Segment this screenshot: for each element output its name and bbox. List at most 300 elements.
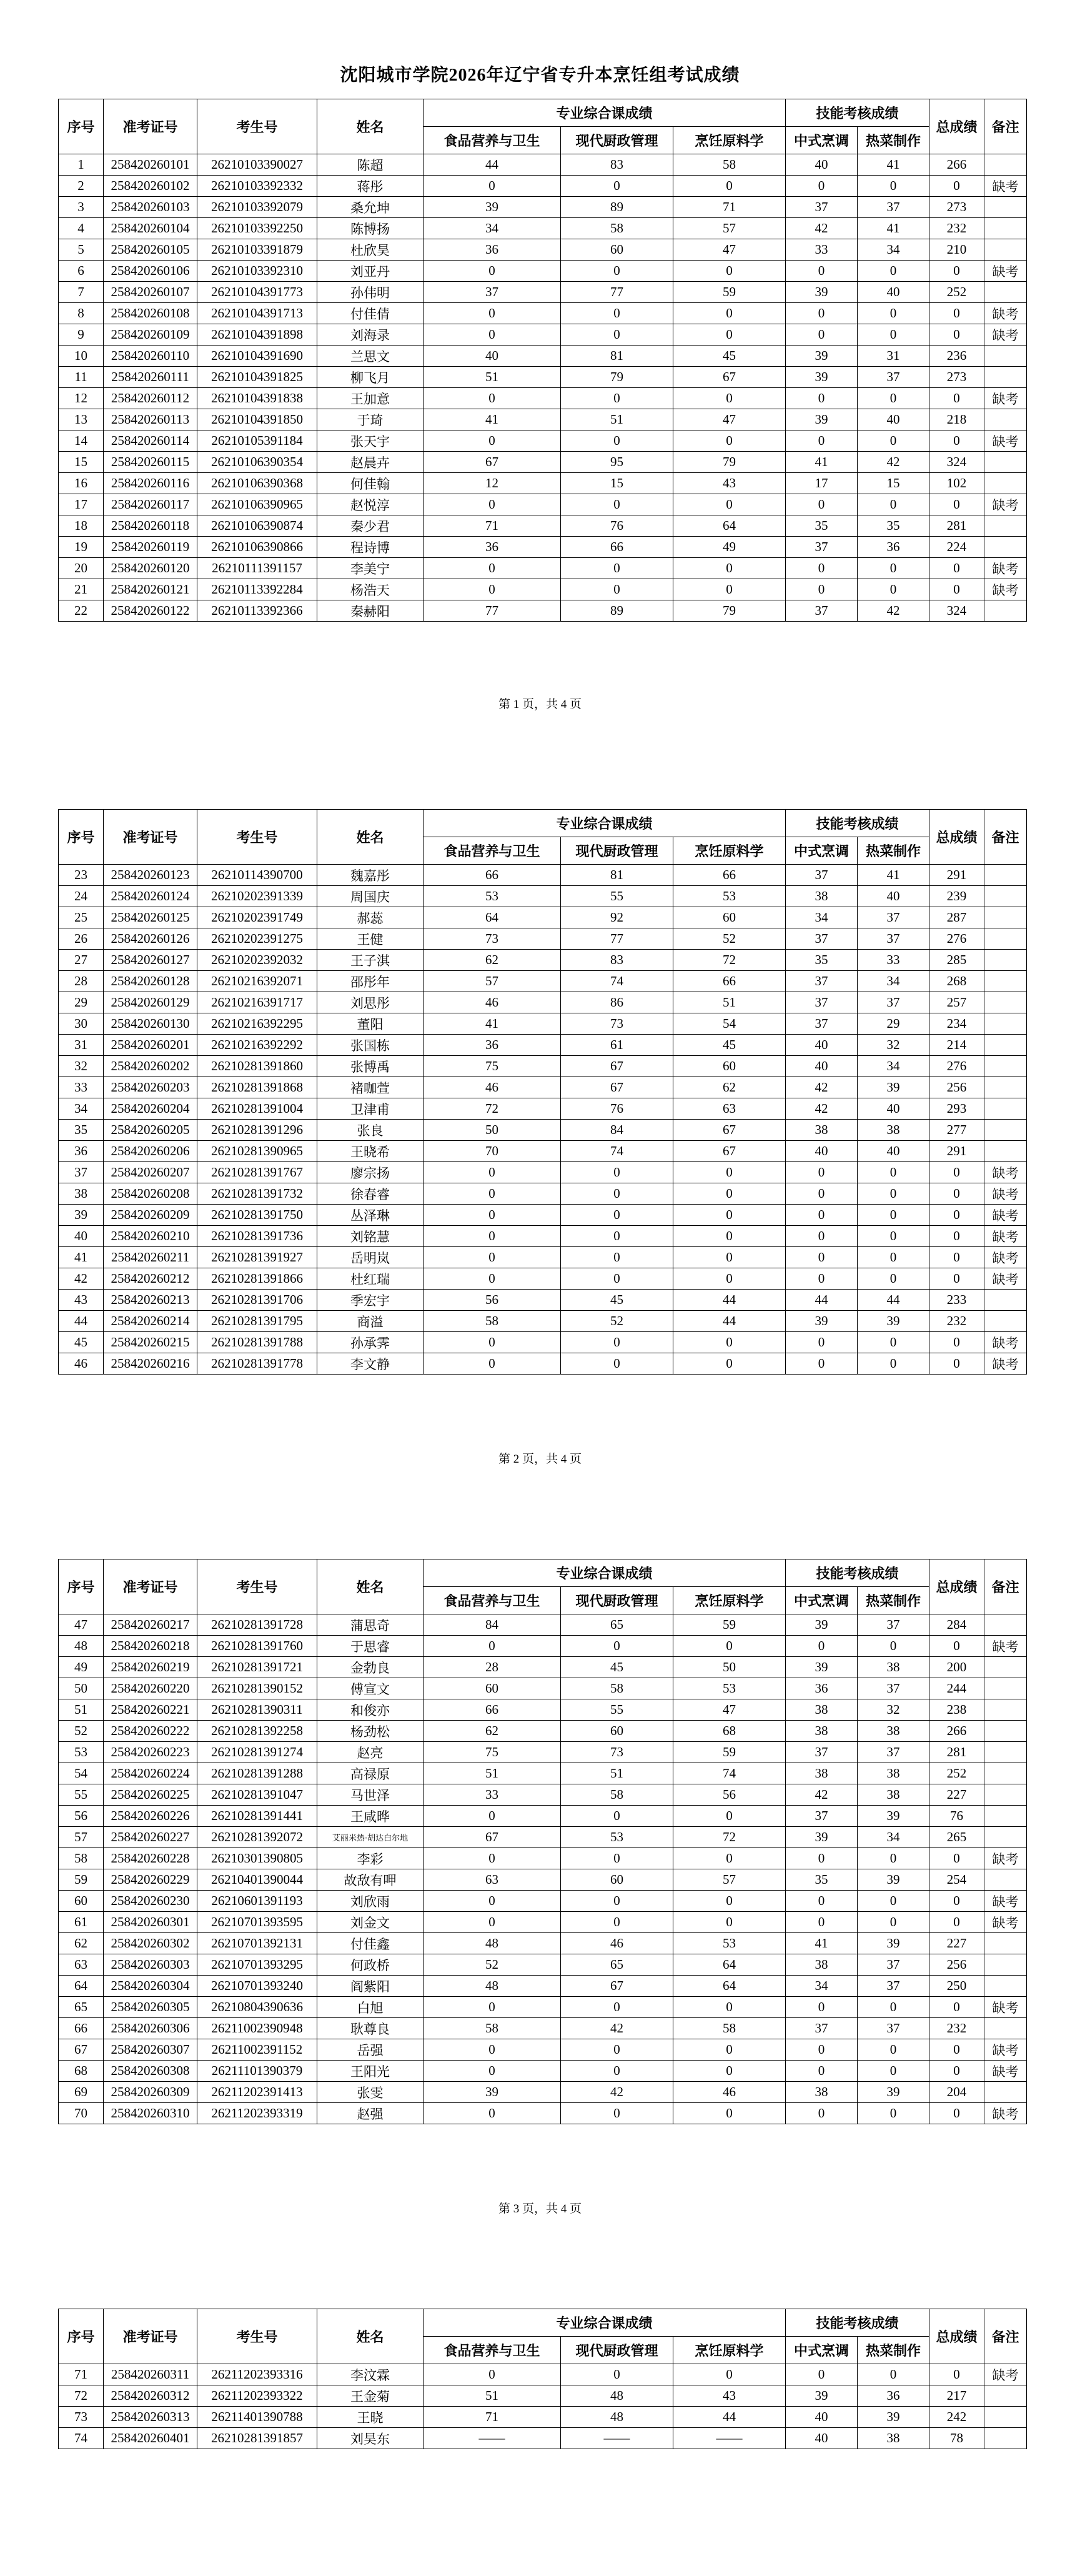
chinese-cooking-score: 42 (786, 1098, 858, 1120)
chinese-cooking-score: 0 (786, 1891, 858, 1912)
table-row (59, 2385, 1027, 2407)
cooking-material-score: 59 (673, 282, 786, 303)
student-no-cell: 26210103390027 (197, 154, 317, 176)
total-score: 324 (929, 452, 984, 473)
total-score: 250 (929, 1976, 984, 1997)
remark-cell (984, 515, 1027, 537)
name-cell: 廖宗扬 (317, 1162, 424, 1183)
cooking-material-score: 49 (673, 537, 786, 558)
seq-cell: 16 (59, 473, 104, 494)
table-row (59, 282, 1027, 303)
header-cooking-material: 烹饪原料学 (673, 2337, 786, 2364)
hot-dish-score: 40 (858, 1141, 929, 1162)
student-no-cell: 26210281391767 (197, 1162, 317, 1183)
exam-no-cell: 258420260223 (104, 1742, 197, 1763)
table-row (59, 176, 1027, 197)
exam-no-cell: 258420260211 (104, 1247, 197, 1268)
seq-cell: 34 (59, 1098, 104, 1120)
total-score: 0 (929, 558, 984, 579)
name-cell: 岳强 (317, 2039, 424, 2061)
food-nutrition-score: 0 (424, 1205, 561, 1226)
seq-cell: 46 (59, 1353, 104, 1375)
seq-cell: 18 (59, 515, 104, 537)
chinese-cooking-score: 0 (786, 1162, 858, 1183)
student-no-cell: 26210281391927 (197, 1247, 317, 1268)
hot-dish-score: 38 (858, 1721, 929, 1742)
student-no-cell: 26210216392295 (197, 1013, 317, 1035)
table-row (59, 494, 1027, 515)
table-row (59, 2018, 1027, 2039)
header-student-no: 考生号 (197, 1559, 317, 1614)
remark-cell: 缺考 (984, 1205, 1027, 1226)
cooking-material-score: 45 (673, 1035, 786, 1056)
kitchen-mgmt-score: 86 (561, 992, 673, 1013)
hot-dish-score: 0 (858, 2039, 929, 2061)
cooking-material-score: 64 (673, 1954, 786, 1976)
name-cell: 刘铭慧 (317, 1226, 424, 1247)
chinese-cooking-score: 0 (786, 1183, 858, 1205)
score-table-page-4 (58, 2309, 1027, 2449)
student-no-cell: 26210202391749 (197, 907, 317, 928)
total-score: 0 (929, 2103, 984, 2124)
total-score: 218 (929, 409, 984, 430)
exam-no-cell: 258420260224 (104, 1763, 197, 1784)
student-no-cell: 26210281391706 (197, 1290, 317, 1311)
cooking-material-score: 0 (673, 388, 786, 409)
cooking-material-score: 47 (673, 239, 786, 261)
seq-cell: 8 (59, 303, 104, 324)
exam-no-cell: 258420260301 (104, 1912, 197, 1933)
student-no-cell: 26210281391721 (197, 1657, 317, 1678)
header-hot-dish: 热菜制作 (858, 1587, 929, 1614)
student-no-cell: 26210104391898 (197, 324, 317, 346)
student-no-cell: 26210103391879 (197, 239, 317, 261)
student-no-cell: 26211002390948 (197, 2018, 317, 2039)
cooking-material-score: 0 (673, 303, 786, 324)
chinese-cooking-score: 37 (786, 537, 858, 558)
hot-dish-score: 37 (858, 1678, 929, 1699)
chinese-cooking-score: 0 (786, 261, 858, 282)
food-nutrition-score: 51 (424, 2385, 561, 2407)
hot-dish-score: 40 (858, 282, 929, 303)
remark-cell: 缺考 (984, 388, 1027, 409)
seq-cell: 3 (59, 197, 104, 218)
remark-cell (984, 154, 1027, 176)
food-nutrition-score: 0 (424, 579, 561, 600)
remark-cell (984, 1869, 1027, 1891)
total-score: 233 (929, 1290, 984, 1311)
chinese-cooking-score: 38 (786, 1763, 858, 1784)
header-chinese-cooking: 中式烹调 (786, 837, 858, 865)
food-nutrition-score: 39 (424, 2082, 561, 2103)
header-food-nutrition: 食品营养与卫生 (424, 127, 561, 154)
kitchen-mgmt-score: 60 (561, 239, 673, 261)
table-row (59, 367, 1027, 388)
header-kitchen-mgmt: 现代厨政管理 (561, 1587, 673, 1614)
kitchen-mgmt-score: 51 (561, 409, 673, 430)
total-score: 227 (929, 1784, 984, 1806)
exam-no-cell: 258420260213 (104, 1290, 197, 1311)
total-score: 257 (929, 992, 984, 1013)
name-cell: 刘亚丹 (317, 261, 424, 282)
seq-cell: 11 (59, 367, 104, 388)
table-row (59, 1353, 1027, 1375)
total-score: 266 (929, 154, 984, 176)
kitchen-mgmt-score: 0 (561, 1848, 673, 1869)
food-nutrition-score: 44 (424, 154, 561, 176)
table-row (59, 1098, 1027, 1120)
exam-no-cell: 258420260204 (104, 1098, 197, 1120)
seq-cell: 73 (59, 2407, 104, 2428)
exam-no-cell: 258420260219 (104, 1657, 197, 1678)
hot-dish-score: 0 (858, 176, 929, 197)
exam-no-cell: 258420260122 (104, 600, 197, 622)
exam-no-cell: 258420260215 (104, 1332, 197, 1353)
total-score: 266 (929, 1721, 984, 1742)
total-score: 242 (929, 2407, 984, 2428)
name-cell: 张良 (317, 1120, 424, 1141)
cooking-material-score: 0 (673, 2039, 786, 2061)
cooking-material-score: 54 (673, 1013, 786, 1035)
table-row (59, 865, 1027, 886)
hot-dish-score: 42 (858, 452, 929, 473)
chinese-cooking-score: 37 (786, 992, 858, 1013)
kitchen-mgmt-score: 67 (561, 1077, 673, 1098)
header-seq: 序号 (59, 2309, 104, 2364)
cooking-material-score: 47 (673, 409, 786, 430)
name-cell: 周国庆 (317, 886, 424, 907)
seq-cell: 55 (59, 1784, 104, 1806)
cooking-material-score: 79 (673, 600, 786, 622)
hot-dish-score: 0 (858, 1332, 929, 1353)
remark-cell: 缺考 (984, 558, 1027, 579)
total-score: 0 (929, 303, 984, 324)
name-cell: 于琦 (317, 409, 424, 430)
seq-cell: 2 (59, 176, 104, 197)
total-score: 291 (929, 1141, 984, 1162)
chinese-cooking-score: 38 (786, 1699, 858, 1721)
food-nutrition-score: 0 (424, 1353, 561, 1375)
name-cell: 耿尊良 (317, 2018, 424, 2039)
exam-no-cell: 258420260106 (104, 261, 197, 282)
table-row (59, 1721, 1027, 1742)
document-title: 沈阳城市学院2026年辽宁省专升本烹饪组考试成绩 (340, 66, 740, 85)
total-score: 273 (929, 367, 984, 388)
total-score: 277 (929, 1120, 984, 1141)
student-no-cell: 26210202391275 (197, 928, 317, 950)
hot-dish-score: 41 (858, 865, 929, 886)
hot-dish-score: 34 (858, 239, 929, 261)
food-nutrition-score: 0 (424, 494, 561, 515)
student-no-cell: 26210103392079 (197, 197, 317, 218)
table-row (59, 218, 1027, 239)
table-row (59, 2103, 1027, 2124)
hot-dish-score: 0 (858, 324, 929, 346)
name-cell: 岳明岚 (317, 1247, 424, 1268)
name-cell: 张天宇 (317, 430, 424, 452)
exam-no-cell: 258420260118 (104, 515, 197, 537)
remark-cell: 缺考 (984, 324, 1027, 346)
kitchen-mgmt-score: —— (561, 2428, 673, 2449)
chinese-cooking-score: 41 (786, 452, 858, 473)
header-cooking-material: 烹饪原料学 (673, 1587, 786, 1614)
table-row (59, 950, 1027, 971)
cooking-material-score: 44 (673, 2407, 786, 2428)
total-score: 0 (929, 1226, 984, 1247)
chinese-cooking-score: 17 (786, 473, 858, 494)
name-cell: 金勃良 (317, 1657, 424, 1678)
remark-cell (984, 1141, 1027, 1162)
food-nutrition-score: 36 (424, 537, 561, 558)
seq-cell: 21 (59, 579, 104, 600)
seq-cell: 5 (59, 239, 104, 261)
cooking-material-score: 0 (673, 1162, 786, 1183)
chinese-cooking-score: 37 (786, 2018, 858, 2039)
food-nutrition-score: 0 (424, 1332, 561, 1353)
total-score: 0 (929, 1183, 984, 1205)
exam-no-cell: 258420260228 (104, 1848, 197, 1869)
header-total: 总成绩 (929, 2309, 984, 2364)
remark-cell (984, 1763, 1027, 1784)
exam-no-cell: 258420260123 (104, 865, 197, 886)
hot-dish-score: 0 (858, 1247, 929, 1268)
hot-dish-score: 0 (858, 261, 929, 282)
total-score: 281 (929, 1742, 984, 1763)
food-nutrition-score: —— (424, 2428, 561, 2449)
food-nutrition-score: 64 (424, 907, 561, 928)
remark-cell (984, 367, 1027, 388)
total-score: 214 (929, 1035, 984, 1056)
total-score: 232 (929, 1311, 984, 1332)
student-no-cell: 26210701392131 (197, 1933, 317, 1954)
chinese-cooking-score: 37 (786, 865, 858, 886)
seq-cell: 22 (59, 600, 104, 622)
exam-no-cell: 258420260218 (104, 1636, 197, 1657)
table-row (59, 579, 1027, 600)
student-no-cell: 26210216392292 (197, 1035, 317, 1056)
student-no-cell: 26210281391288 (197, 1763, 317, 1784)
chinese-cooking-score: 38 (786, 2082, 858, 2103)
total-score: 78 (929, 2428, 984, 2449)
remark-cell: 缺考 (984, 1162, 1027, 1183)
chinese-cooking-score: 0 (786, 2039, 858, 2061)
cooking-material-score: 0 (673, 1247, 786, 1268)
kitchen-mgmt-score: 77 (561, 282, 673, 303)
kitchen-mgmt-score: 81 (561, 865, 673, 886)
cooking-material-score: 79 (673, 452, 786, 473)
table-row (59, 537, 1027, 558)
chinese-cooking-score: 41 (786, 1933, 858, 1954)
remark-cell: 缺考 (984, 1353, 1027, 1375)
header-remark: 备注 (984, 810, 1027, 865)
exam-no-cell: 258420260126 (104, 928, 197, 950)
exam-no-cell: 258420260214 (104, 1311, 197, 1332)
kitchen-mgmt-score: 65 (561, 1614, 673, 1636)
cooking-material-score: 53 (673, 886, 786, 907)
chinese-cooking-score: 37 (786, 1742, 858, 1763)
student-no-cell: 26211202393322 (197, 2385, 317, 2407)
header-course-group: 专业综合课成绩 (424, 1559, 786, 1587)
remark-cell (984, 239, 1027, 261)
cooking-material-score: 0 (673, 324, 786, 346)
remark-cell (984, 1976, 1027, 1997)
total-score: 0 (929, 1891, 984, 1912)
hot-dish-score: 39 (858, 2407, 929, 2428)
name-cell: 王阳光 (317, 2061, 424, 2082)
total-score: 324 (929, 600, 984, 622)
food-nutrition-score: 46 (424, 992, 561, 1013)
total-score: 0 (929, 430, 984, 452)
food-nutrition-score: 52 (424, 1954, 561, 1976)
hot-dish-score: 0 (858, 1848, 929, 1869)
seq-cell: 40 (59, 1226, 104, 1247)
name-cell: 王晓 (317, 2407, 424, 2428)
table-row (59, 1827, 1027, 1848)
hot-dish-score: 42 (858, 600, 929, 622)
food-nutrition-score: 48 (424, 1976, 561, 1997)
kitchen-mgmt-score: 76 (561, 515, 673, 537)
name-cell: 邵彤年 (317, 971, 424, 992)
cooking-material-score: 56 (673, 1784, 786, 1806)
kitchen-mgmt-score: 0 (561, 579, 673, 600)
seq-cell: 49 (59, 1657, 104, 1678)
name-cell: 张博禹 (317, 1056, 424, 1077)
food-nutrition-score: 0 (424, 1183, 561, 1205)
table-row (59, 600, 1027, 622)
seq-cell: 19 (59, 537, 104, 558)
hot-dish-score: 32 (858, 1699, 929, 1721)
seq-cell: 44 (59, 1311, 104, 1332)
chinese-cooking-score: 0 (786, 1205, 858, 1226)
cooking-material-score: 0 (673, 430, 786, 452)
name-cell: 秦少君 (317, 515, 424, 537)
header-skill-group: 技能考核成绩 (786, 2309, 929, 2337)
header-student-no: 考生号 (197, 810, 317, 865)
seq-cell: 35 (59, 1120, 104, 1141)
header-skill-group: 技能考核成绩 (786, 99, 929, 127)
hot-dish-score: 0 (858, 1891, 929, 1912)
remark-cell: 缺考 (984, 303, 1027, 324)
food-nutrition-score: 0 (424, 261, 561, 282)
hot-dish-score: 0 (858, 388, 929, 409)
seq-cell: 59 (59, 1869, 104, 1891)
food-nutrition-score: 0 (424, 2039, 561, 2061)
kitchen-mgmt-score: 48 (561, 2407, 673, 2428)
remark-cell (984, 409, 1027, 430)
food-nutrition-score: 72 (424, 1098, 561, 1120)
table-row (59, 1954, 1027, 1976)
cooking-material-score: 0 (673, 1848, 786, 1869)
header-name: 姓名 (317, 2309, 424, 2364)
exam-no-cell: 258420260308 (104, 2061, 197, 2082)
total-score: 238 (929, 1699, 984, 1721)
header-skill-group: 技能考核成绩 (786, 1559, 929, 1587)
table-row (59, 239, 1027, 261)
cooking-material-score: 0 (673, 1268, 786, 1290)
remark-cell: 缺考 (984, 579, 1027, 600)
kitchen-mgmt-score: 0 (561, 1806, 673, 1827)
total-score: 252 (929, 282, 984, 303)
header-chinese-cooking: 中式烹调 (786, 2337, 858, 2364)
total-score: 0 (929, 494, 984, 515)
total-score: 0 (929, 1848, 984, 1869)
header-total: 总成绩 (929, 99, 984, 154)
name-cell: 艾丽米热·胡达白尔地 (317, 1827, 424, 1848)
hot-dish-score: 38 (858, 1784, 929, 1806)
kitchen-mgmt-score: 76 (561, 1098, 673, 1120)
total-score: 236 (929, 346, 984, 367)
chinese-cooking-score: 36 (786, 1678, 858, 1699)
food-nutrition-score: 58 (424, 2018, 561, 2039)
remark-cell (984, 928, 1027, 950)
kitchen-mgmt-score: 61 (561, 1035, 673, 1056)
cooking-material-score: 60 (673, 1056, 786, 1077)
cooking-material-score: 66 (673, 865, 786, 886)
food-nutrition-score: 46 (424, 1077, 561, 1098)
kitchen-mgmt-score: 52 (561, 1311, 673, 1332)
chinese-cooking-score: 37 (786, 1806, 858, 1827)
food-nutrition-score: 36 (424, 239, 561, 261)
total-score: 0 (929, 2364, 984, 2385)
header-kitchen-mgmt: 现代厨政管理 (561, 127, 673, 154)
total-score: 224 (929, 537, 984, 558)
kitchen-mgmt-score: 60 (561, 1721, 673, 1742)
total-score: 0 (929, 1268, 984, 1290)
student-no-cell: 26210216392071 (197, 971, 317, 992)
hot-dish-score: 0 (858, 1162, 929, 1183)
seq-cell: 29 (59, 992, 104, 1013)
seq-cell: 25 (59, 907, 104, 928)
name-cell: 高禄原 (317, 1763, 424, 1784)
hot-dish-score: 0 (858, 1268, 929, 1290)
seq-cell: 43 (59, 1290, 104, 1311)
cooking-material-score: 0 (673, 1205, 786, 1226)
chinese-cooking-score: 37 (786, 197, 858, 218)
header-cooking-material: 烹饪原料学 (673, 127, 786, 154)
remark-cell (984, 950, 1027, 971)
hot-dish-score: 37 (858, 1742, 929, 1763)
hot-dish-score: 0 (858, 1997, 929, 2018)
hot-dish-score: 0 (858, 1226, 929, 1247)
name-cell: 赵强 (317, 2103, 424, 2124)
table-row (59, 409, 1027, 430)
name-cell: 杨浩天 (317, 579, 424, 600)
hot-dish-score: 41 (858, 218, 929, 239)
student-no-cell: 26210104391825 (197, 367, 317, 388)
name-cell: 郝蕊 (317, 907, 424, 928)
hot-dish-score: 0 (858, 558, 929, 579)
kitchen-mgmt-score: 0 (561, 303, 673, 324)
name-cell: 刘昊东 (317, 2428, 424, 2449)
chinese-cooking-score: 35 (786, 515, 858, 537)
header-kitchen-mgmt: 现代厨政管理 (561, 837, 673, 865)
remark-cell (984, 1120, 1027, 1141)
seq-cell: 51 (59, 1699, 104, 1721)
cooking-material-score: 58 (673, 154, 786, 176)
student-no-cell: 26210113392284 (197, 579, 317, 600)
name-cell: 季宏宇 (317, 1290, 424, 1311)
kitchen-mgmt-score: 60 (561, 1869, 673, 1891)
name-cell: 秦赫阳 (317, 600, 424, 622)
total-score: 234 (929, 1013, 984, 1035)
food-nutrition-score: 51 (424, 367, 561, 388)
cooking-material-score: 0 (673, 1912, 786, 1933)
cooking-material-score: 0 (673, 176, 786, 197)
student-no-cell: 26210701393295 (197, 1954, 317, 1976)
table-row (59, 1077, 1027, 1098)
total-score: 0 (929, 1332, 984, 1353)
name-cell: 张雯 (317, 2082, 424, 2103)
